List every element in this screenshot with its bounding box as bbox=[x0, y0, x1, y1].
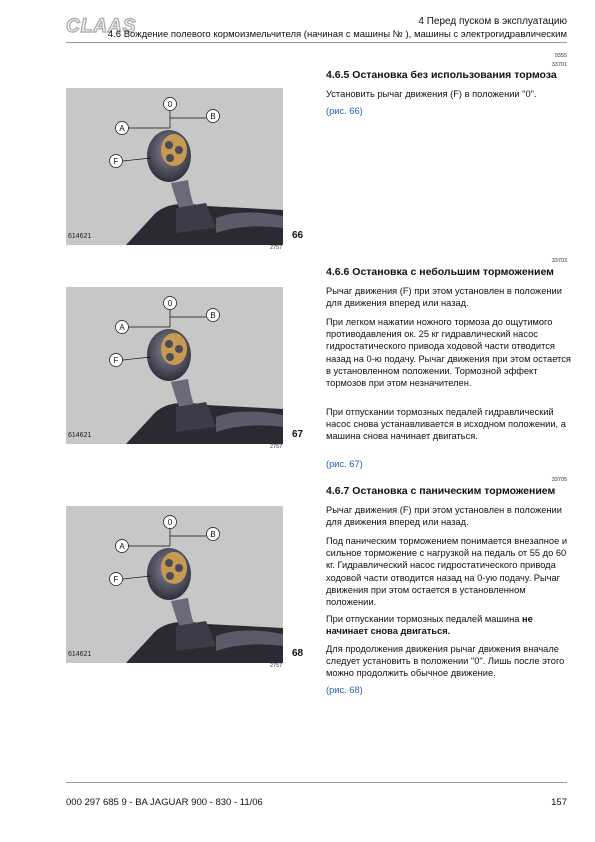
figure-number: 68 bbox=[292, 648, 304, 659]
logo-text: CLAAS bbox=[66, 16, 137, 35]
page-number: 157 bbox=[551, 797, 567, 808]
section-title: 4.6.5 Остановка без использования тормоза bbox=[326, 69, 557, 81]
callout-b: B bbox=[210, 311, 216, 320]
footer-doc: 000 297 685 9 - BA JAGUAR 900 - 830 - 11/06 bbox=[66, 797, 263, 808]
header-section: 4.6 Вождение полевого кормоизмельчителя (начиная с машины № ), машины с электрогидравлическим bbox=[107, 29, 567, 40]
header-rule bbox=[66, 42, 567, 43]
figure-link[interactable]: (рис. 66) bbox=[326, 106, 363, 116]
header-chapter: 4 Перед пуском в эксплуатацию bbox=[418, 16, 567, 27]
paragraph: Рычаг движения (F) при этом установлен в положении для движения вперед или назад. bbox=[326, 505, 562, 528]
figure-67 bbox=[66, 287, 283, 444]
section-code-top: 9355 bbox=[554, 53, 567, 59]
callout-b: B bbox=[210, 112, 216, 121]
figure-label: 614621 bbox=[68, 233, 92, 240]
callout-a: A bbox=[119, 124, 125, 133]
paragraph: Под паническим торможением понимается внезапное и сильное торможение с нагрузкой на педаль от 55 до 60 кг. Гидравлический насос гидростатического привода ходовой части отводится назад на 0-ую подачу. Рычаг движения при этом остается в установленном положении. bbox=[326, 536, 568, 608]
callout-a: A bbox=[119, 323, 125, 332]
figure-link[interactable]: (рис. 68) bbox=[326, 685, 363, 695]
figure-68 bbox=[66, 506, 283, 663]
callout-b: B bbox=[210, 530, 216, 539]
section-code: 33703 bbox=[551, 258, 567, 264]
paragraph-bold: не начинает снова двигаться. bbox=[326, 614, 533, 637]
joystick-illustration bbox=[66, 506, 283, 663]
figure-label: 614621 bbox=[68, 432, 92, 439]
callout-a: A bbox=[119, 542, 125, 551]
paragraph: При легком нажатии ножного тормоза до ощутимого противодавления ок. 25 кг гидравлический насос гидростатического привода ходовой части отводится назад на 0-ю подачу. Рычаг движения при этом остается в установленном положении. Тормозной эффект тормозов при этом незначителен. bbox=[326, 317, 571, 389]
section-code: 33705 bbox=[551, 477, 567, 483]
paragraph: Установить рычаг движения (F) в положении "0". bbox=[326, 89, 537, 99]
figure-link[interactable]: (рис. 67) bbox=[326, 459, 363, 469]
figure-label: 614621 bbox=[68, 651, 92, 658]
figure-66 bbox=[66, 88, 283, 245]
figure-code: 2757 bbox=[270, 663, 283, 669]
footer-rule bbox=[66, 782, 567, 783]
figure-number: 67 bbox=[292, 429, 304, 440]
joystick-illustration bbox=[66, 287, 283, 444]
paragraph-normal: При отпускании тормозных педалей машина bbox=[326, 614, 522, 624]
callout-0: 0 bbox=[167, 518, 173, 527]
callout-f: F bbox=[113, 157, 119, 166]
paragraph: Рычаг движения (F) при этом установлен в положении для движения вперед или назад. bbox=[326, 286, 562, 309]
paragraph: Для продолжения движения рычаг движения вначале следует установить в положении "0". Лишь после этого можно продолжить обычное движение. bbox=[326, 644, 565, 679]
figure-code: 2757 bbox=[270, 444, 283, 450]
figure-code: 2757 bbox=[270, 245, 283, 251]
paragraph bbox=[326, 613, 576, 637]
section-code: 33701 bbox=[551, 62, 567, 68]
callout-f: F bbox=[113, 575, 119, 584]
callout-f: F bbox=[113, 356, 119, 365]
joystick-illustration bbox=[66, 88, 283, 245]
figure-number: 66 bbox=[292, 230, 304, 241]
paragraph: При отпускании тормозных педалей гидравлический насос снова устанавливается в исходном положении, а машина снова начинает двигаться. bbox=[326, 407, 566, 442]
section-title: 4.6.6 Остановка с небольшим торможением bbox=[326, 266, 554, 278]
callout-0: 0 bbox=[167, 299, 173, 308]
section-title: 4.6.7 Остановка с паническим торможением bbox=[326, 485, 556, 497]
callout-0: 0 bbox=[167, 100, 173, 109]
